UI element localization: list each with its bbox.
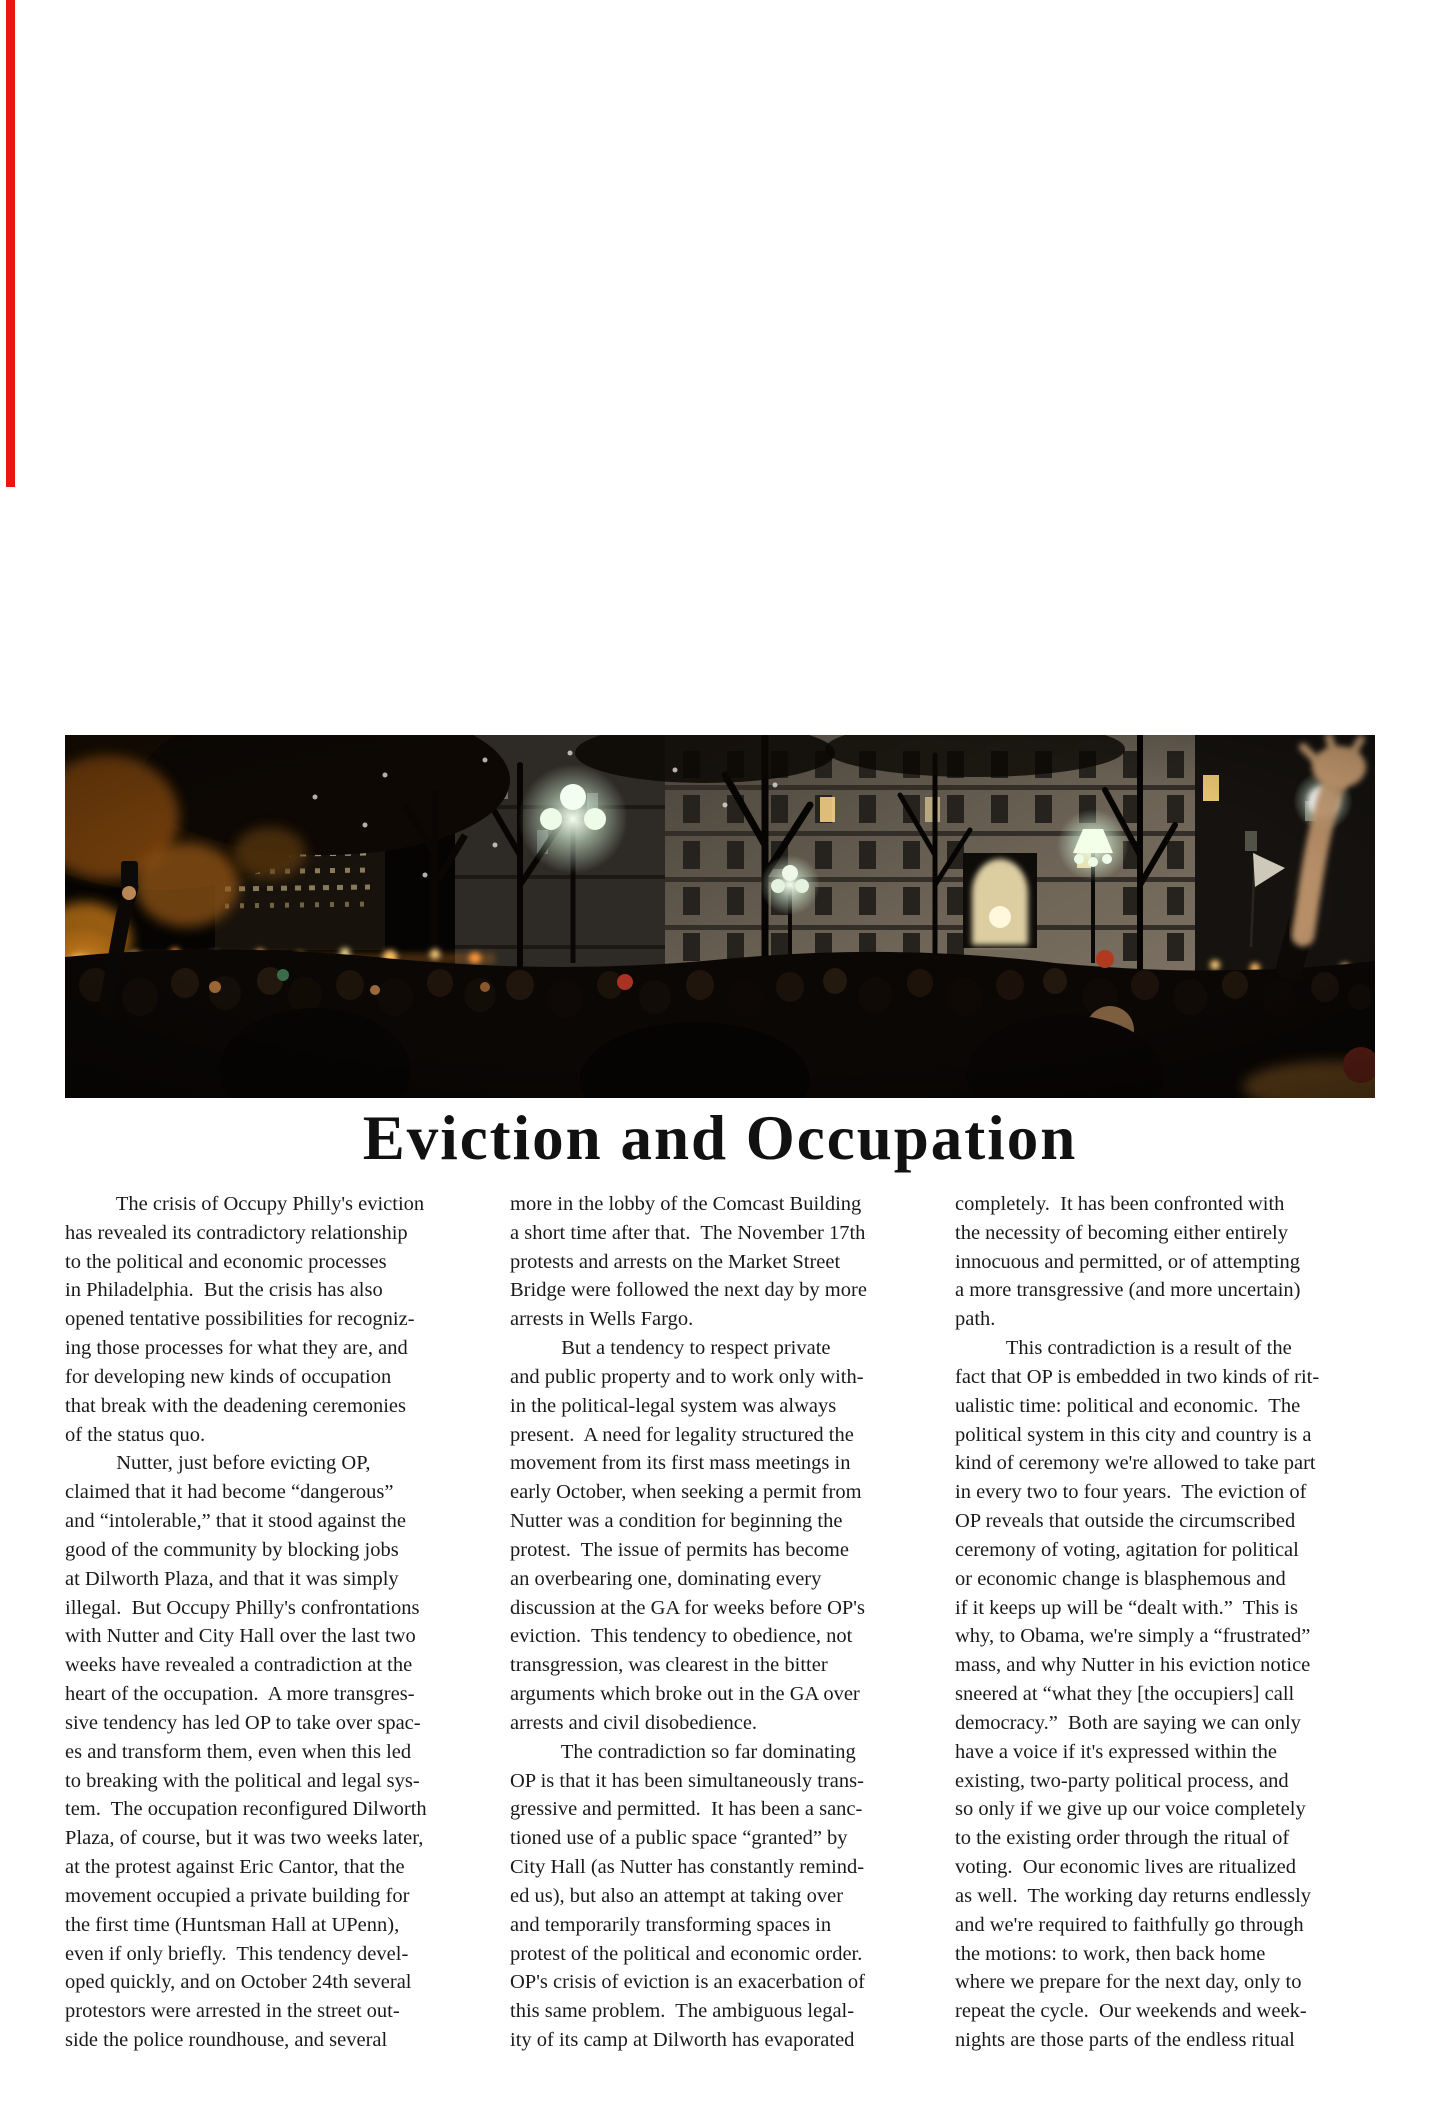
text-line: and public property and to work only with-	[510, 1365, 864, 1388]
article-title: Eviction and Occupation	[362, 1103, 1078, 1173]
text-line: Nutter, just before evicting OP,	[65, 1452, 371, 1475]
text-line: movement from its first mass meetings in	[510, 1452, 851, 1475]
text-line: transgression, was clearest in the bitter	[510, 1654, 828, 1677]
text-line: or economic change is blasphemous and	[955, 1567, 1286, 1590]
text-line: arrests and civil disobedience.	[510, 1711, 758, 1734]
text-line: at Dilworth Plaza, and that it was simply	[65, 1567, 399, 1590]
text-line: for developing new kinds of occupation	[65, 1365, 392, 1388]
text-line: with Nutter and City Hall over the last two	[65, 1625, 416, 1648]
text-line: side the police roundhouse, and several	[65, 2029, 388, 2052]
text-line: ceremony of voting, agitation for political	[955, 1538, 1299, 1561]
text-line: protestors were arrested in the street out-	[65, 2000, 400, 2023]
text-line: discussion at the GA for weeks before OP's	[510, 1596, 865, 1619]
text-line: political system in this city and country is a	[955, 1423, 1312, 1446]
text-line: early October, when seeking a permit from	[510, 1481, 862, 1504]
text-line: But a tendency to respect private	[510, 1337, 831, 1360]
text-line: claimed that it had become “dangerous”	[65, 1481, 394, 1504]
text-line: This contradiction is a result of the	[955, 1337, 1292, 1360]
text-line: why, to Obama, we're simply a “frustrated”	[955, 1625, 1311, 1648]
text-line: of the status quo.	[65, 1423, 206, 1446]
text-line: fact that OP is embedded in two kinds of rit-	[955, 1365, 1320, 1388]
text-line: tioned use of a public space “granted” by	[510, 1827, 848, 1850]
text-line: Nutter was a condition for beginning the	[510, 1510, 843, 1533]
text-line: democracy.” Both are saying we can only	[955, 1711, 1301, 1734]
text-line: The contradiction so far dominating	[510, 1740, 856, 1763]
text-line: nights are those parts of the endless ritual	[955, 2029, 1295, 2052]
text-line: as well. The working day returns endlessly	[955, 1884, 1312, 1907]
text-line: The crisis of Occupy Philly's eviction	[65, 1193, 425, 1215]
text-line: movement occupied a private building for	[65, 1884, 410, 1907]
text-line: arrests in Wells Fargo.	[510, 1308, 694, 1331]
text-line: this same problem. The ambiguous legal-	[510, 2000, 855, 2023]
text-line: the necessity of becoming either entirely	[955, 1221, 1289, 1244]
text-line: kind of ceremony we're allowed to take part	[955, 1452, 1316, 1475]
text-line: good of the community by blocking jobs	[65, 1538, 399, 1561]
text-line: to the political and economic processes	[65, 1250, 387, 1273]
text-line: and temporarily transforming spaces in	[510, 1913, 832, 1936]
article-column-1	[65, 1190, 489, 2055]
text-line: es and transform them, even when this led	[65, 1740, 412, 1763]
text-line: more in the lobby of the Comcast Building	[510, 1193, 862, 1215]
text-line: in the political-legal system was always	[510, 1394, 837, 1417]
text-line: heart of the occupation. A more transgres-	[65, 1683, 415, 1706]
text-line: ing those processes for what they are, and	[65, 1337, 408, 1360]
text-line: sneered at “what they [the occupiers] call	[955, 1683, 1295, 1706]
text-line: innocuous and permitted, or of attempting	[955, 1250, 1301, 1273]
text-line: oped quickly, and on October 24th several	[65, 1971, 412, 1994]
text-line: OP reveals that outside the circumscribed	[955, 1510, 1296, 1533]
text-line: where we prepare for the next day, only to	[955, 1971, 1302, 1994]
text-line: existing, two-party political process, and	[955, 1769, 1289, 1792]
text-line: sive tendency has led OP to take over spac-	[65, 1711, 421, 1734]
text-line: has revealed its contradictory relationship	[65, 1221, 408, 1244]
text-line: gressive and permitted. It has been a sanc-	[510, 1798, 863, 1821]
text-line: OP's crisis of eviction is an exacerbation of	[510, 1971, 865, 1994]
text-line: the first time (Huntsman Hall at UPenn),	[65, 1913, 400, 1936]
text-line: City Hall (as Nutter has constantly remind-	[510, 1856, 865, 1879]
text-line: protests and arrests on the Market Street	[510, 1250, 841, 1273]
text-line: at the protest against Eric Cantor, that the	[65, 1856, 405, 1879]
text-line: tem. The occupation reconfigured Dilworth	[65, 1798, 427, 1821]
text-line: weeks have revealed a contradiction at the	[65, 1654, 413, 1677]
article-photo	[65, 735, 1375, 1098]
text-line: if it keeps up will be “dealt with.” This is	[955, 1596, 1298, 1619]
text-line: protest of the political and economic order.	[510, 1942, 863, 1965]
text-line: opened tentative possibilities for recogniz-	[65, 1308, 415, 1331]
text-line: Plaza, of course, but it was two weeks later,	[65, 1827, 424, 1850]
text-line: to breaking with the political and legal sys-	[65, 1769, 420, 1792]
text-line: have a voice if it's expressed within the	[955, 1740, 1277, 1763]
text-line: and we're required to faithfully go through	[955, 1913, 1304, 1936]
text-line: to the existing order through the ritual of	[955, 1827, 1290, 1850]
text-line: and “intolerable,” that it stood against the	[65, 1510, 406, 1533]
text-line: that break with the deadening ceremonies	[65, 1394, 406, 1417]
text-line: arguments which broke out in the GA over	[510, 1683, 860, 1706]
text-line: so only if we give up our voice completely	[955, 1798, 1306, 1821]
text-line: completely. It has been confronted with	[955, 1193, 1285, 1215]
text-line: the motions: to work, then back home	[955, 1942, 1266, 1965]
text-line: even if only briefly. This tendency devel-	[65, 1942, 409, 1965]
text-line: in every two to four years. The eviction of	[955, 1481, 1307, 1504]
text-line: Bridge were followed the next day by more	[510, 1279, 867, 1302]
text-line: illegal. But Occupy Philly's confrontations	[65, 1596, 420, 1619]
text-line: repeat the cycle. Our weekends and week-	[955, 2000, 1307, 2023]
text-line: OP is that it has been simultaneously trans-	[510, 1769, 864, 1792]
text-line: voting. Our economic lives are ritualized	[955, 1856, 1296, 1879]
text-line: ed us), but also an attempt at taking over	[510, 1884, 844, 1907]
text-line: protest. The issue of permits has become	[510, 1538, 849, 1561]
text-line: a short time after that. The November 17th	[510, 1221, 866, 1244]
article-column-2	[510, 1190, 934, 2055]
article-column-3	[955, 1190, 1379, 2055]
photo-vignette	[65, 735, 1375, 1098]
text-line: a more transgressive (and more uncertain)	[955, 1279, 1301, 1302]
text-line: present. A need for legality structured the	[510, 1423, 854, 1446]
text-line: mass, and why Nutter in his eviction notice	[955, 1654, 1311, 1677]
text-line: eviction. This tendency to obedience, not	[510, 1625, 853, 1648]
text-line: an overbearing one, dominating every	[510, 1567, 822, 1590]
text-line: ity of its camp at Dilworth has evaporated	[510, 2029, 855, 2052]
protest-night-photo-illustration	[65, 735, 1375, 1098]
red-accent-bar	[6, 0, 15, 487]
text-line: in Philadelphia. But the crisis has also	[65, 1279, 383, 1302]
text-line: path.	[955, 1308, 996, 1331]
text-line: ualistic time: political and economic. The	[955, 1394, 1301, 1417]
